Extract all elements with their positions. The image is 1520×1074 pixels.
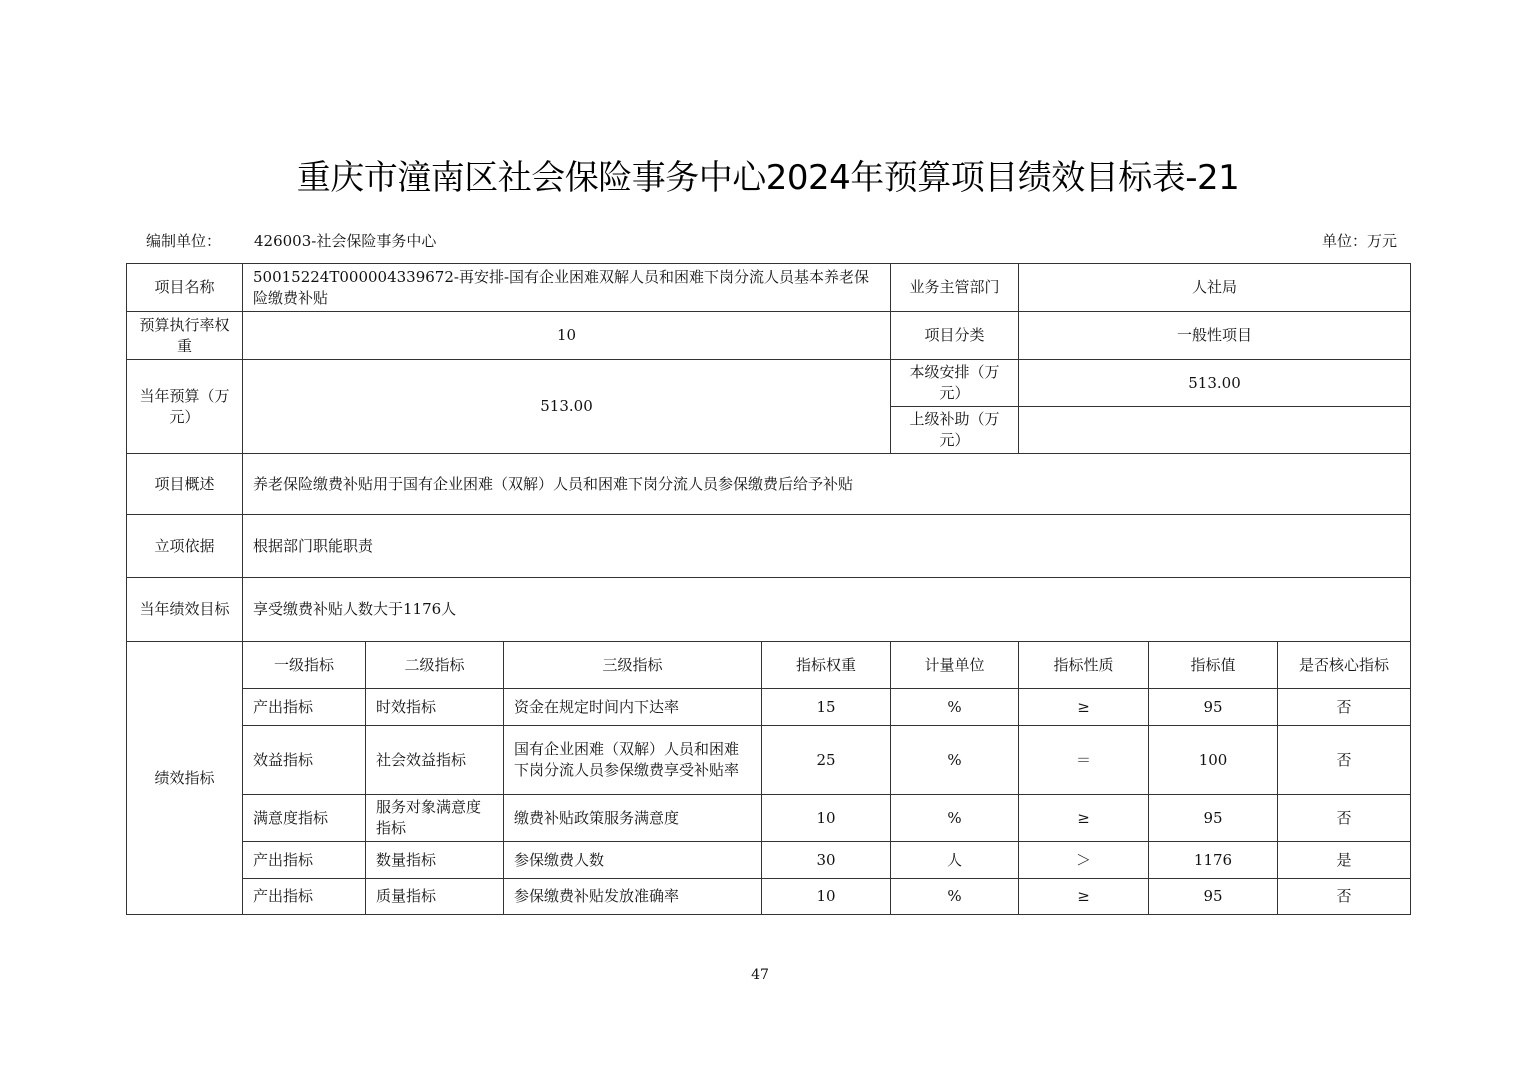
dept-label: 业务主管部门: [891, 264, 1019, 312]
weight-value: 10: [243, 312, 891, 360]
value-cell: 95: [1149, 795, 1278, 842]
budget-row: [127, 360, 1411, 407]
level3-cell: 参保缴费补贴发放准确率: [504, 879, 762, 915]
value-cell: 95: [1149, 879, 1278, 915]
level3-cell: 缴费补贴政策服务满意度: [504, 795, 762, 842]
category-label: 项目分类: [891, 312, 1019, 360]
basis-label: 立项依据: [127, 515, 243, 578]
table-row: [127, 879, 1411, 915]
page-number: 47: [751, 967, 769, 983]
core-cell: 否: [1278, 689, 1411, 726]
goal-value: 享受缴费补贴人数大于1176人: [243, 578, 1411, 642]
upper-budget-label: 上级补助（万元）: [891, 407, 1019, 454]
category-value: 一般性项目: [1019, 312, 1411, 360]
level2-cell: 质量指标: [366, 879, 504, 915]
level1-cell: 满意度指标: [243, 795, 366, 842]
level2-cell: 社会效益指标: [366, 726, 504, 795]
level2-cell: 服务对象满意度指标: [366, 795, 504, 842]
overview-label: 项目概述: [127, 454, 243, 515]
value-cell: 95: [1149, 689, 1278, 726]
column-header: 指标值: [1149, 642, 1278, 689]
compiling-unit-value: 426003-社会保险事务中心: [254, 232, 437, 250]
weight-cell: 10: [762, 879, 891, 915]
core-cell: 否: [1278, 795, 1411, 842]
table-row: [127, 795, 1411, 842]
indicator-header-row: [127, 642, 1411, 689]
table-row: [127, 842, 1411, 879]
level3-cell: 参保缴费人数: [504, 842, 762, 879]
nature-cell: ＞: [1019, 842, 1149, 879]
weight-cell: 10: [762, 795, 891, 842]
upper-budget-value: [1019, 407, 1411, 454]
indicators-section-label: 绩效指标: [127, 642, 243, 915]
project-name-label: 项目名称: [127, 264, 243, 312]
unit-cell: %: [891, 689, 1019, 726]
column-header: 三级指标: [504, 642, 762, 689]
level2-cell: 数量指标: [366, 842, 504, 879]
weight-cell: 25: [762, 726, 891, 795]
core-cell: 否: [1278, 879, 1411, 915]
page-title: 重庆市潼南区社会保险事务中心2024年预算项目绩效目标表-21: [296, 158, 1240, 198]
basis-value: 根据部门职能职责: [243, 515, 1411, 578]
column-header: 一级指标: [243, 642, 366, 689]
unit-cell: %: [891, 879, 1019, 915]
weight-row: [127, 312, 1411, 360]
local-budget-value: 513.00: [1019, 360, 1411, 407]
overview-row: [127, 454, 1411, 515]
level3-cell: 国有企业困难（双解）人员和困难下岗分流人员参保缴费享受补贴率: [504, 726, 762, 795]
weight-cell: 30: [762, 842, 891, 879]
nature-cell: ≥: [1019, 795, 1149, 842]
basis-row: [127, 515, 1411, 578]
nature-cell: ≥: [1019, 689, 1149, 726]
budget-value: 513.00: [243, 360, 891, 454]
project-name-value: 50015224T000004339672-再安排-国有企业困难双解人员和困难下岗分流人员基本养老保险缴费补贴: [243, 264, 891, 312]
nature-cell: ≥: [1019, 879, 1149, 915]
column-header: 指标权重: [762, 642, 891, 689]
performance-target-table: [126, 263, 1411, 915]
column-header: 是否核心指标: [1278, 642, 1411, 689]
budget-label: 当年预算（万元）: [127, 360, 243, 454]
column-header: 计量单位: [891, 642, 1019, 689]
level1-cell: 产出指标: [243, 842, 366, 879]
core-cell: 是: [1278, 842, 1411, 879]
value-cell: 1176: [1149, 842, 1278, 879]
unit-cell: 人: [891, 842, 1019, 879]
table-row: [127, 689, 1411, 726]
local-budget-label: 本级安排（万元）: [891, 360, 1019, 407]
level1-cell: 产出指标: [243, 879, 366, 915]
unit-cell: %: [891, 795, 1019, 842]
overview-value: 养老保险缴费补贴用于国有企业困难（双解）人员和困难下岗分流人员参保缴费后给予补贴: [243, 454, 1411, 515]
core-cell: 否: [1278, 726, 1411, 795]
currency-unit: 单位：万元: [1322, 232, 1398, 250]
level1-cell: 产出指标: [243, 689, 366, 726]
compiling-unit-label: 编制单位：: [146, 232, 222, 250]
goal-row: [127, 578, 1411, 642]
weight-cell: 15: [762, 689, 891, 726]
nature-cell: ＝: [1019, 726, 1149, 795]
dept-value: 人社局: [1019, 264, 1411, 312]
weight-label: 预算执行率权重: [127, 312, 243, 360]
table-row: [127, 726, 1411, 795]
level2-cell: 时效指标: [366, 689, 504, 726]
level1-cell: 效益指标: [243, 726, 366, 795]
column-header: 指标性质: [1019, 642, 1149, 689]
project-name-row: [127, 264, 1411, 312]
value-cell: 100: [1149, 726, 1278, 795]
level3-cell: 资金在规定时间内下达率: [504, 689, 762, 726]
goal-label: 当年绩效目标: [127, 578, 243, 642]
column-header: 二级指标: [366, 642, 504, 689]
unit-cell: %: [891, 726, 1019, 795]
